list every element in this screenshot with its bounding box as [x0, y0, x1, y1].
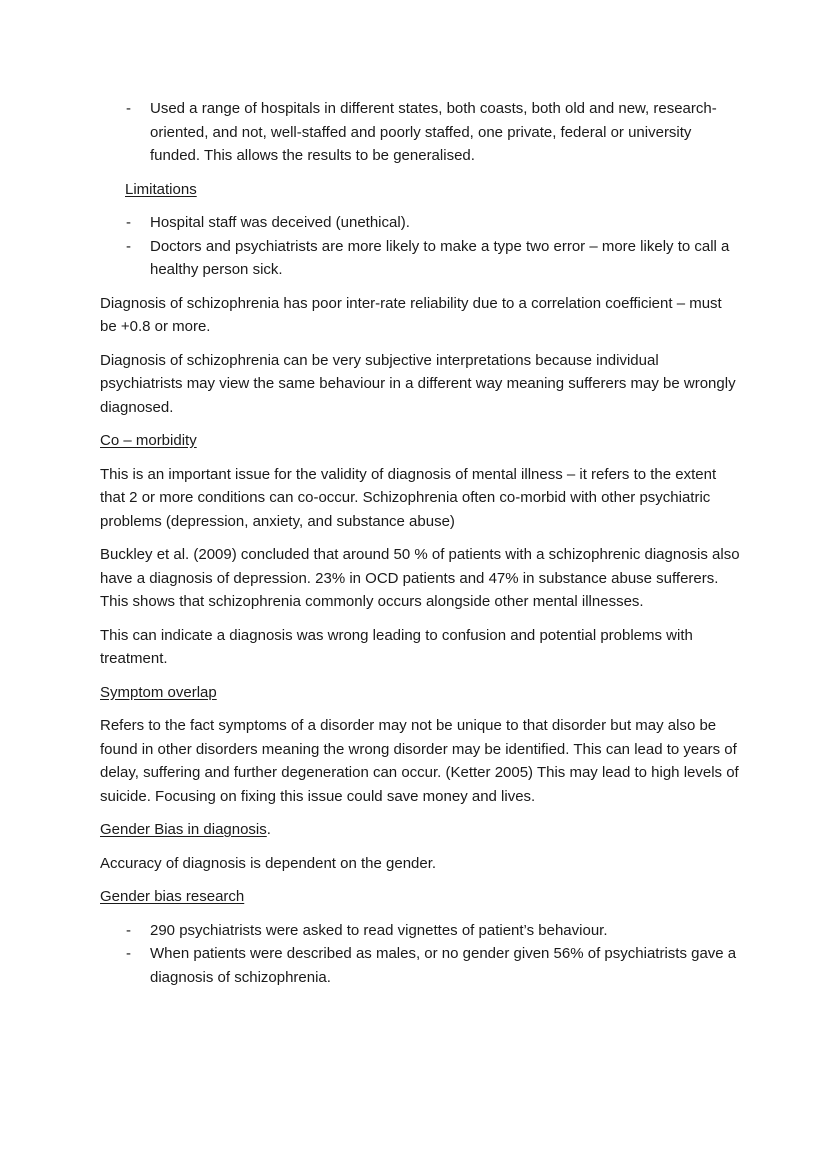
document-body: [100, 97, 740, 989]
heading-suffix: .: [266, 821, 271, 838]
bullet-dash: -: [126, 237, 131, 255]
list-item: [100, 211, 740, 235]
bullet-dash: -: [126, 100, 131, 117]
gender-bias-heading-line: [100, 818, 740, 842]
gender-research-heading: Gender bias research: [100, 888, 245, 905]
paragraph: This can indicate a diagnosis was wrong leading to confusion and potential problems with treatment.: [100, 626, 693, 667]
bullet-text: When patients were described as males, or no gender given 56% of psychiatrists gave a diagnosis of schizophrenia.: [150, 945, 737, 986]
bullet-dash: -: [126, 921, 131, 939]
gender-bias-heading: Gender Bias in diagnosis: [100, 821, 267, 838]
gender-research-bullet-list: [100, 919, 740, 990]
list-item: [100, 235, 740, 282]
list-item: [100, 97, 740, 168]
bullet-text: Used a range of hospitals in different states, both coasts, both old and new, research-oriented, and not, well-staffed and poorly staffed, one private, federal or university funded. This allows the results to be generalised.: [150, 100, 717, 164]
intro-bullet-list: [100, 97, 740, 168]
paragraph: Refers to the fact symptoms of a disorder may not be unique to that disorder but may also be found in other disorders meaning the wrong disorder may be identified. This can lead to years of delay, suffering and further degeneration can occur. (Ketter 2005) This may lead to high levels of suicide. Focusing on fixing this issue could save money and lives.: [100, 717, 739, 805]
comorbidity-heading: Co – morbidity: [100, 432, 197, 449]
bullet-text: 290 psychiatrists were asked to read vignettes of patient’s behaviour.: [150, 921, 608, 939]
limitations-bullet-list: [100, 211, 740, 282]
bullet-dash: -: [126, 945, 131, 962]
limitations-heading: Limitations: [125, 180, 197, 198]
bullet-text: Doctors and psychiatrists are more likely to make a type two error – more likely to call a healthy person sick.: [150, 237, 730, 278]
paragraph: Accuracy of diagnosis is dependent on the gender.: [100, 854, 437, 872]
paragraph: Diagnosis of schizophrenia can be very subjective interpretations because individual psychiatrists may view the same behaviour in a different way meaning sufferers may be wrongly diagnosed.: [100, 351, 736, 416]
paragraph: Diagnosis of schizophrenia has poor inter-rate reliability due to a correlation coefficient – must be +0.8 or more.: [100, 294, 722, 335]
list-item: [100, 919, 740, 943]
paragraph: This is an important issue for the validity of diagnosis of mental illness – it refers to the extent that 2 or more conditions can co-occur. Schizophrenia often co-morbid with other psychiatric problems (depression, anxiety, and substance abuse): [100, 465, 717, 530]
bullet-text: Hospital staff was deceived (unethical).: [150, 214, 410, 231]
paragraph: Buckley et al. (2009) concluded that around 50 % of patients with a schizophrenic diagnosis also have a diagnosis of depression. 23% in OCD patients and 47% in substance abuse sufferers. This shows that schizophrenia commonly occurs alongside other mental illnesses.: [100, 546, 740, 610]
symptom-overlap-heading: Symptom overlap: [100, 683, 217, 701]
bullet-dash: -: [126, 214, 131, 231]
list-item: [100, 942, 740, 989]
